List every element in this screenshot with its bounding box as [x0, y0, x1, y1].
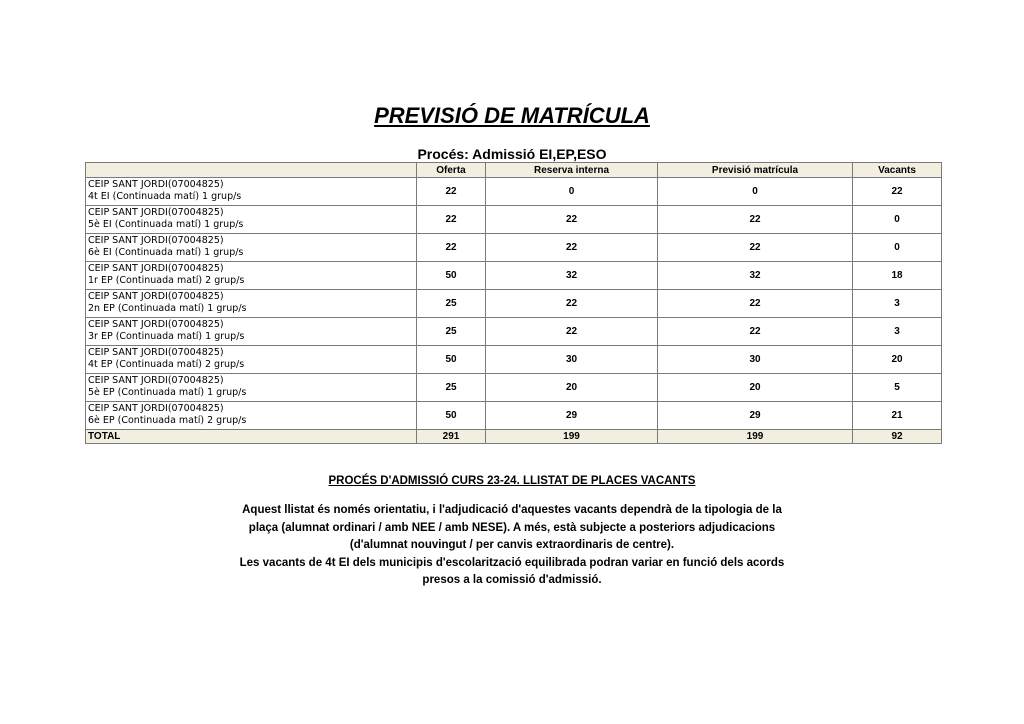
- previsio-cell: 32: [658, 262, 853, 290]
- header-center: [86, 163, 417, 178]
- header-reserva: Reserva interna: [486, 163, 658, 178]
- row-label-cell: [86, 234, 417, 262]
- course-name: 2n EP (Continuada matí) 1 grup/s: [88, 303, 247, 314]
- reserva-cell: 30: [486, 346, 658, 374]
- row-label-cell: [86, 262, 417, 290]
- row-label-cell: [86, 346, 417, 374]
- reserva-cell: 20: [486, 374, 658, 402]
- reserva-cell: 0: [486, 178, 658, 206]
- enrollment-table: [85, 162, 942, 444]
- notice-text: [232, 502, 792, 590]
- vacants-cell: 0: [853, 206, 942, 234]
- previsio-cell: 22: [658, 206, 853, 234]
- center-name: CEIP SANT JORDI(07004825): [88, 291, 224, 302]
- vacants-cell: 20: [853, 346, 942, 374]
- previsio-cell: 29: [658, 402, 853, 430]
- vacants-cell: 3: [853, 318, 942, 346]
- previsio-cell: 30: [658, 346, 853, 374]
- course-name: 1r EP (Continuada matí) 2 grup/s: [88, 275, 245, 286]
- center-name: CEIP SANT JORDI(07004825): [88, 319, 224, 330]
- row-label-cell: [86, 318, 417, 346]
- row-label-cell: [86, 402, 417, 430]
- center-name: CEIP SANT JORDI(07004825): [88, 235, 224, 246]
- vacants-cell: 18: [853, 262, 942, 290]
- table-row: [86, 374, 942, 402]
- previsio-cell: 22: [658, 318, 853, 346]
- previsio-cell: 20: [658, 374, 853, 402]
- oferta-cell: 50: [417, 262, 486, 290]
- total-reserva: 199: [486, 430, 658, 444]
- row-label-cell: [86, 206, 417, 234]
- table-row: [86, 402, 942, 430]
- reserva-cell: 22: [486, 206, 658, 234]
- center-name: CEIP SANT JORDI(07004825): [88, 263, 224, 274]
- header-previsio: Previsió matrícula: [658, 163, 853, 178]
- header-vacants: Vacants: [853, 163, 942, 178]
- total-vacants: 92: [853, 430, 942, 444]
- previsio-cell: 22: [658, 290, 853, 318]
- reserva-cell: 29: [486, 402, 658, 430]
- row-label-cell: [86, 290, 417, 318]
- table-header-row: [86, 163, 942, 178]
- reserva-cell: 22: [486, 234, 658, 262]
- notice-paragraph-2: Les vacants de 4t EI dels municipis d'escolarització equilibrada podran variar en funció dels acords presos a la comissió d'admissió.: [239, 556, 785, 586]
- total-oferta: 291: [417, 430, 486, 444]
- reserva-cell: 32: [486, 262, 658, 290]
- center-name: CEIP SANT JORDI(07004825): [88, 207, 224, 218]
- course-name: 5è EI (Continuada matí) 1 grup/s: [88, 219, 244, 230]
- oferta-cell: 25: [417, 290, 486, 318]
- oferta-cell: 50: [417, 402, 486, 430]
- course-name: 4t EI (Continuada matí) 1 grup/s: [88, 191, 242, 202]
- total-previsio: 199: [658, 430, 853, 444]
- previsio-cell: 0: [658, 178, 853, 206]
- reserva-cell: 22: [486, 318, 658, 346]
- table-row: [86, 206, 942, 234]
- center-name: CEIP SANT JORDI(07004825): [88, 179, 224, 190]
- table-row: [86, 346, 942, 374]
- oferta-cell: 25: [417, 318, 486, 346]
- oferta-cell: 22: [417, 206, 486, 234]
- total-row: [86, 430, 942, 444]
- page-title: PREVISIÓ DE MATRÍCULA: [374, 103, 650, 128]
- vacants-cell: 3: [853, 290, 942, 318]
- center-name: CEIP SANT JORDI(07004825): [88, 347, 224, 358]
- oferta-cell: 50: [417, 346, 486, 374]
- course-name: 4t EP (Continuada matí) 2 grup/s: [88, 359, 245, 370]
- table-row: [86, 234, 942, 262]
- center-name: CEIP SANT JORDI(07004825): [88, 403, 224, 414]
- table-row: [86, 178, 942, 206]
- oferta-cell: 25: [417, 374, 486, 402]
- reserva-cell: 22: [486, 290, 658, 318]
- total-label: TOTAL: [86, 430, 417, 444]
- course-name: 6è EI (Continuada matí) 1 grup/s: [88, 247, 244, 258]
- header-oferta: Oferta: [417, 163, 486, 178]
- table-row: [86, 262, 942, 290]
- oferta-cell: 22: [417, 178, 486, 206]
- table-row: [86, 290, 942, 318]
- oferta-cell: 22: [417, 234, 486, 262]
- course-name: 3r EP (Continuada matí) 1 grup/s: [88, 331, 245, 342]
- center-name: CEIP SANT JORDI(07004825): [88, 375, 224, 386]
- notice-title: PROCÉS D'ADMISSIÓ CURS 23-24. LLISTAT DE PLACES VACANTS: [328, 475, 696, 487]
- notice-paragraph-1: Aquest llistat és només orientatiu, i l'adjudicació d'aquestes vacants dependrà de la tipologia de la plaça (alumnat ordinari / amb NEE / amb NESE). A més, està subjecte a posteriors adjudicacions (d'alumnat nouvingut / per canvis extraordinaris de centre).: [242, 504, 782, 551]
- page-subtitle: Procés: Admissió EI,EP,ESO: [417, 146, 607, 162]
- course-name: 5è EP (Continuada matí) 1 grup/s: [88, 387, 247, 398]
- vacants-cell: 5: [853, 374, 942, 402]
- course-name: 6è EP (Continuada matí) 2 grup/s: [88, 415, 247, 426]
- row-label-cell: [86, 374, 417, 402]
- vacants-cell: 0: [853, 234, 942, 262]
- table-row: [86, 318, 942, 346]
- previsio-cell: 22: [658, 234, 853, 262]
- vacants-cell: 21: [853, 402, 942, 430]
- row-label-cell: [86, 178, 417, 206]
- vacants-cell: 22: [853, 178, 942, 206]
